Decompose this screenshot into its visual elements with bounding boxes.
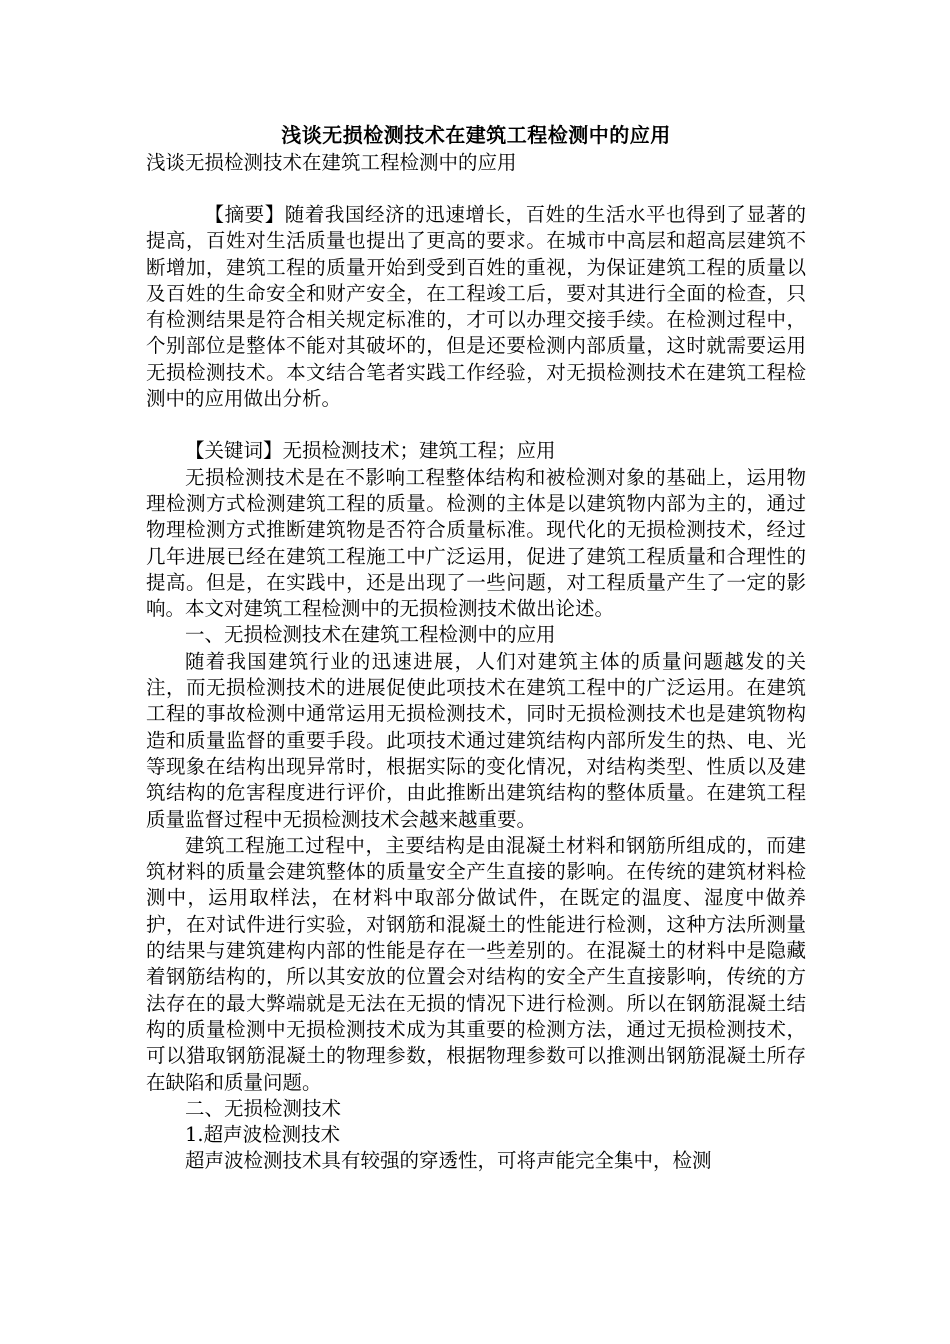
section2-subheading-1: 1.超声波检测技术 [185,1123,341,1147]
section1-heading: 一、无损检测技术在建筑工程检测中的应用 [185,623,556,647]
blank-line [146,176,806,202]
section1-paragraph-1: 随着我国建筑行业的迅速进展，人们对建筑主体的质量问题越发的关注，而无损检测技术的进展促使此项技术在建筑工程中的广泛运用。在建筑工程的事故检测中通常运用无损检测技术，同时无损检测技术也是建筑物构造和质量监督的重要手段。此项技术通过建筑结构内部所发生的热、电、光等现象在结构出现异常时，根据实际的变化情况，对结构类型、性质以及建筑结构的危害程度进行评价，由此推断出建筑结构的整体质量。在建筑工程质量监督过程中无损检测技术会越来越重要。 [146,649,806,831]
document-title: 浅谈无损检测技术在建筑工程检测中的应用 [281,123,671,147]
abstract-paragraph: 【摘要】随着我国经济的迅速增长，百姓的生活水平也得到了显著的提高，百姓对生活质量也提出了更高的要求。在城市中高层和超高层建筑不断增加，建筑工程的质量开始到受到百姓的重视，为保证建筑工程的质量以及百姓的生命安全和财产安全，在工程竣工后，要对其进行全面的检查，只有检测结果是符合相关规定标准的，才可以办理交接手续。在检测过程中，个别部位是整体不能对其破坏的，但是还要检测内部质量，这时就需要运用无损检测技术。本文结合笔者实践工作经验，对无损检测技术在建筑工程检测中的应用做出分析。 [146,203,806,411]
section2-paragraph-1: 超声波检测技术具有较强的穿透性，可将声能完全集中，检测 [185,1149,712,1173]
keywords-line: 【关键词】无损检测技术；建筑工程；应用 [185,439,556,463]
document-body [146,120,806,1175]
section1-paragraph-2: 建筑工程施工过程中，主要结构是由混凝土材料和钢筋所组成的，而建筑材料的质量会建筑整体的质量安全产生直接的影响。在传统的建筑材料检测中，运用取样法，在材料中取部分做试件，在既定的温度、湿度中做养护，在对试件进行实验，对钢筋和混凝土的性能进行检测，这种方法所测量的结果与建筑建构内部的性能是存在一些差别的。在混凝土的材料中是隐藏着钢筋结构的，所以其安放的位置会对结构的安全产生直接影响，传统的方法存在的最大弊端就是无法在无损的情况下进行检测。所以在钢筋混凝土结构的质量检测中无损检测技术成为其重要的检测方法，通过无损检测技术，可以猎取钢筋混凝土的物理参数，根据物理参数可以推测出钢筋混凝土所存在缺陷和质量问题。 [146,833,806,1094]
intro-paragraph: 无损检测技术是在不影响工程整体结构和被检测对象的基础上，运用物理检测方式检测建筑工程的质量。检测的主体是以建筑物内部为主的，通过物理检测方式推断建筑物是否符合质量标准。现代化的无损检测技术，经过几年进展已经在建筑工程施工中广泛运用，促进了建筑工程质量和合理性的提高。但是，在实践中，还是出现了一些问题，对工程质量产生了一定的影响。本文对建筑工程检测中的无损检测技术做出论述。 [146,465,806,621]
blank-line [146,412,806,438]
section2-heading: 二、无损检测技术 [185,1096,342,1120]
document-subtitle: 浅谈无损检测技术在建筑工程检测中的应用 [146,151,517,174]
